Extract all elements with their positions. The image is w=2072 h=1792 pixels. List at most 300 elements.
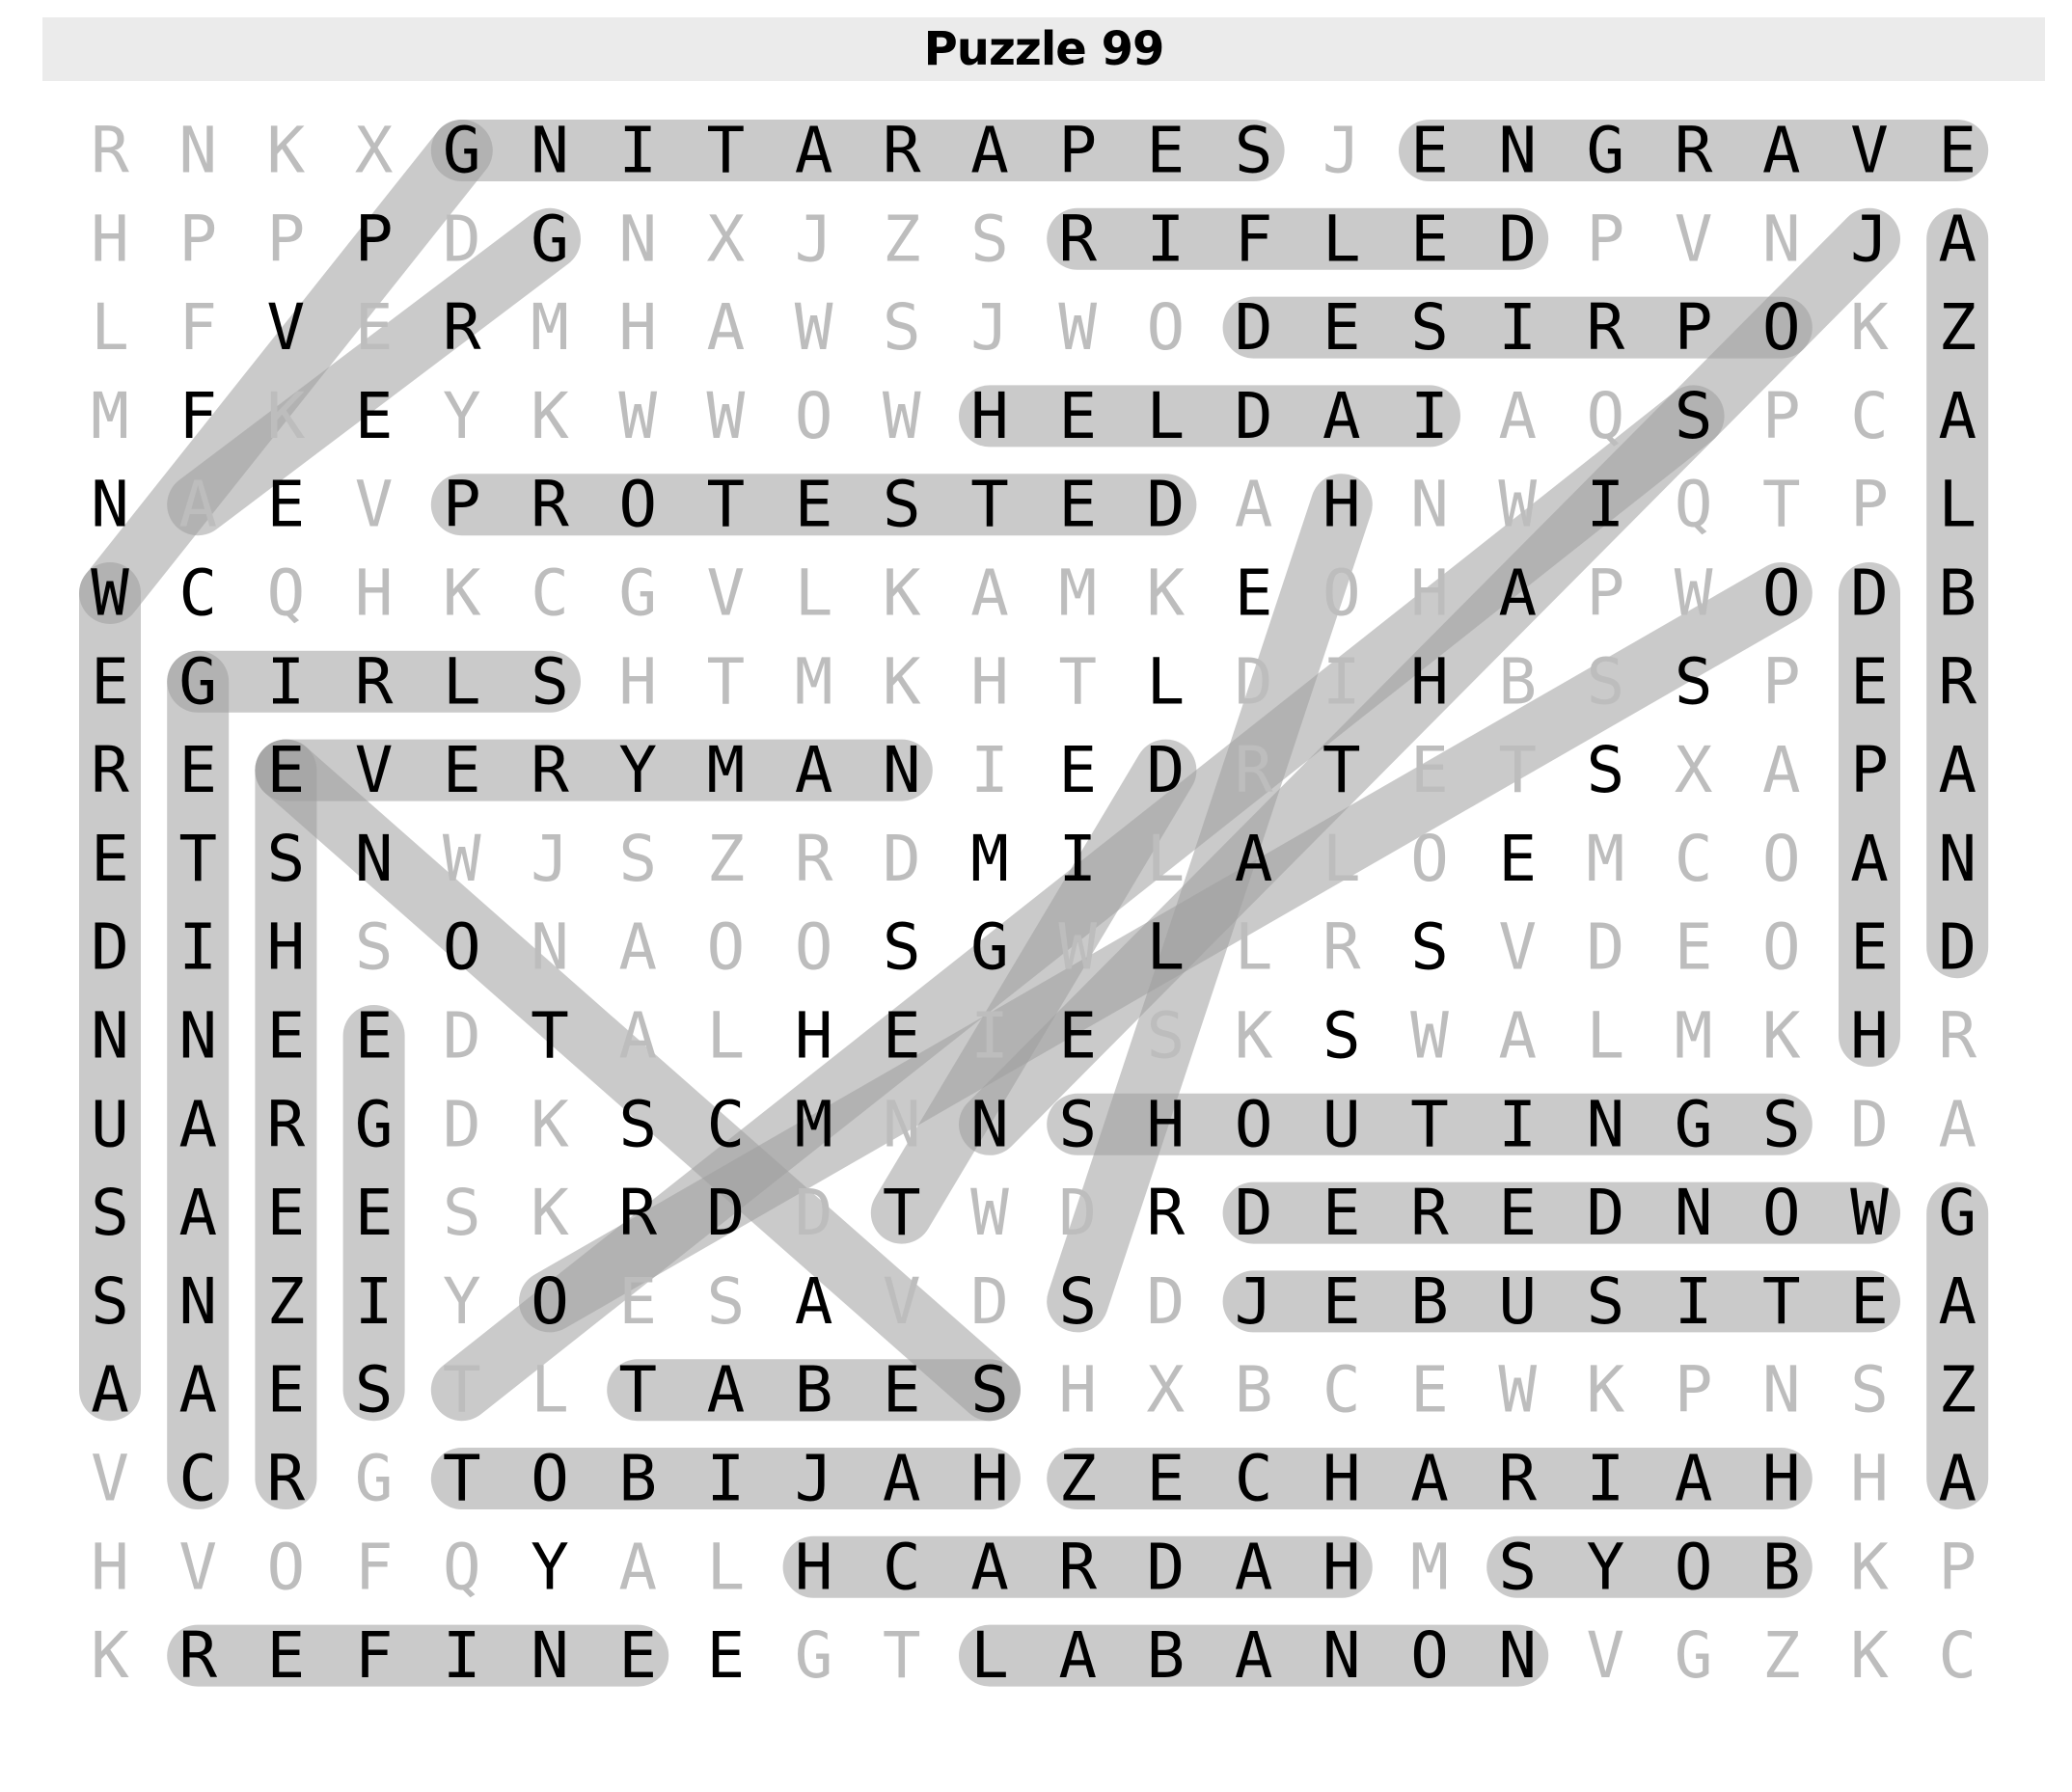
grid-cell[interactable]: A: [1850, 821, 1889, 896]
grid-cell[interactable]: L: [1322, 202, 1361, 277]
grid-cell[interactable]: S: [1586, 644, 1625, 720]
grid-cell[interactable]: K: [1850, 1530, 1889, 1605]
grid-cell[interactable]: A: [1498, 998, 1538, 1073]
grid-cell[interactable]: H: [1850, 998, 1889, 1073]
grid-cell[interactable]: H: [970, 1441, 1009, 1516]
grid-cell[interactable]: F: [354, 1618, 394, 1694]
grid-cell[interactable]: O: [618, 467, 658, 542]
grid-cell[interactable]: E: [1850, 644, 1889, 720]
grid-cell[interactable]: I: [970, 733, 1009, 808]
grid-cell[interactable]: T: [706, 113, 746, 188]
grid-cell[interactable]: A: [618, 1530, 658, 1605]
grid-cell[interactable]: D: [1586, 910, 1625, 985]
grid-cell[interactable]: O: [531, 1263, 569, 1339]
grid-cell[interactable]: T: [882, 1618, 921, 1694]
grid-cell[interactable]: I: [1674, 1263, 1713, 1339]
grid-cell[interactable]: E: [1410, 733, 1449, 808]
grid-cell[interactable]: S: [1674, 378, 1713, 453]
grid-cell[interactable]: R: [266, 1087, 306, 1162]
grid-cell[interactable]: E: [266, 1618, 306, 1694]
grid-cell[interactable]: S: [706, 1263, 746, 1339]
grid-cell[interactable]: E: [706, 1618, 746, 1694]
grid-cell[interactable]: T: [1058, 644, 1098, 720]
grid-cell[interactable]: D: [1850, 1087, 1889, 1162]
grid-cell[interactable]: N: [1498, 113, 1538, 188]
grid-cell[interactable]: N: [354, 821, 394, 896]
grid-cell[interactable]: R: [1058, 202, 1098, 277]
grid-cell[interactable]: A: [970, 1530, 1009, 1605]
grid-cell[interactable]: D: [1850, 556, 1889, 631]
grid-cell[interactable]: I: [1146, 202, 1186, 277]
grid-cell[interactable]: E: [1410, 202, 1449, 277]
grid-cell[interactable]: R: [1234, 733, 1273, 808]
grid-cell[interactable]: A: [794, 1263, 833, 1339]
grid-cell[interactable]: M: [794, 644, 833, 720]
grid-cell[interactable]: S: [882, 910, 921, 985]
grid-cell[interactable]: J: [1850, 202, 1889, 277]
grid-cell[interactable]: S: [1146, 998, 1186, 1073]
grid-cell[interactable]: C: [1322, 1352, 1361, 1427]
grid-cell[interactable]: A: [794, 113, 833, 188]
grid-cell[interactable]: O: [794, 910, 833, 985]
grid-cell[interactable]: R: [1322, 910, 1361, 985]
grid-cell[interactable]: S: [442, 1176, 481, 1251]
grid-cell[interactable]: E: [1058, 378, 1098, 453]
grid-cell[interactable]: R: [1938, 998, 1977, 1073]
grid-cell[interactable]: L: [706, 998, 746, 1073]
grid-cell[interactable]: T: [1322, 733, 1361, 808]
grid-cell[interactable]: A: [1058, 1618, 1098, 1694]
grid-cell[interactable]: K: [1850, 1618, 1889, 1694]
grid-cell[interactable]: S: [1761, 1087, 1801, 1162]
grid-cell[interactable]: R: [1674, 113, 1713, 188]
grid-cell[interactable]: T: [970, 467, 1009, 542]
grid-cell[interactable]: G: [354, 1087, 394, 1162]
grid-cell[interactable]: R: [91, 733, 129, 808]
grid-cell[interactable]: F: [354, 1530, 394, 1605]
grid-cell[interactable]: H: [1322, 1530, 1361, 1605]
grid-cell[interactable]: E: [266, 733, 306, 808]
grid-cell[interactable]: I: [266, 644, 306, 720]
grid-cell[interactable]: I: [1498, 1087, 1538, 1162]
grid-cell[interactable]: I: [178, 910, 218, 985]
grid-cell[interactable]: A: [178, 1352, 218, 1427]
grid-cell[interactable]: X: [706, 202, 746, 277]
grid-cell[interactable]: E: [1938, 113, 1977, 188]
grid-cell[interactable]: S: [970, 1352, 1009, 1427]
grid-cell[interactable]: R: [266, 1441, 306, 1516]
grid-cell[interactable]: M: [1410, 1530, 1449, 1605]
grid-cell[interactable]: C: [706, 1087, 746, 1162]
grid-cell[interactable]: N: [1498, 1618, 1538, 1694]
grid-cell[interactable]: A: [1761, 113, 1801, 188]
grid-cell[interactable]: S: [354, 910, 394, 985]
grid-cell[interactable]: E: [91, 821, 129, 896]
grid-cell[interactable]: V: [91, 1441, 129, 1516]
grid-cell[interactable]: L: [1146, 644, 1186, 720]
grid-cell[interactable]: O: [1410, 1618, 1449, 1694]
grid-cell[interactable]: P: [1058, 113, 1098, 188]
grid-cell[interactable]: H: [1761, 1441, 1801, 1516]
grid-cell[interactable]: V: [882, 1263, 921, 1339]
grid-cell[interactable]: E: [1146, 1441, 1186, 1516]
grid-cell[interactable]: O: [1234, 1087, 1273, 1162]
grid-cell[interactable]: S: [882, 290, 921, 366]
grid-cell[interactable]: B: [1761, 1530, 1801, 1605]
grid-cell[interactable]: R: [1146, 1176, 1186, 1251]
grid-cell[interactable]: G: [442, 113, 481, 188]
grid-cell[interactable]: K: [882, 644, 921, 720]
grid-cell[interactable]: A: [178, 467, 218, 542]
grid-cell[interactable]: T: [882, 1176, 921, 1251]
grid-cell[interactable]: N: [531, 1618, 569, 1694]
grid-cell[interactable]: C: [531, 556, 569, 631]
grid-cell[interactable]: O: [1761, 821, 1801, 896]
grid-cell[interactable]: G: [531, 202, 569, 277]
grid-cell[interactable]: D: [1234, 1176, 1273, 1251]
grid-cell[interactable]: Q: [442, 1530, 481, 1605]
grid-cell[interactable]: R: [1058, 1530, 1098, 1605]
grid-cell[interactable]: C: [1674, 821, 1713, 896]
grid-cell[interactable]: V: [706, 556, 746, 631]
grid-cell[interactable]: E: [1674, 910, 1713, 985]
grid-cell[interactable]: O: [706, 910, 746, 985]
grid-cell[interactable]: M: [531, 290, 569, 366]
grid-cell[interactable]: N: [1761, 1352, 1801, 1427]
grid-cell[interactable]: P: [1674, 1352, 1713, 1427]
grid-cell[interactable]: D: [794, 1176, 833, 1251]
grid-cell[interactable]: P: [1586, 202, 1625, 277]
grid-cell[interactable]: N: [1761, 202, 1801, 277]
grid-cell[interactable]: E: [1322, 290, 1361, 366]
grid-cell[interactable]: H: [1146, 1087, 1186, 1162]
grid-cell[interactable]: Z: [1761, 1618, 1801, 1694]
grid-cell[interactable]: T: [1410, 1087, 1449, 1162]
grid-cell[interactable]: E: [882, 998, 921, 1073]
grid-cell[interactable]: B: [1410, 1263, 1449, 1339]
grid-cell[interactable]: Z: [882, 202, 921, 277]
grid-cell[interactable]: P: [1586, 556, 1625, 631]
grid-cell[interactable]: S: [1322, 998, 1361, 1073]
grid-cell[interactable]: E: [354, 998, 394, 1073]
grid-cell[interactable]: I: [970, 998, 1009, 1073]
grid-cell[interactable]: R: [178, 1618, 218, 1694]
grid-cell[interactable]: N: [1938, 821, 1977, 896]
grid-cell[interactable]: J: [1234, 1263, 1273, 1339]
grid-cell[interactable]: S: [91, 1263, 129, 1339]
grid-cell[interactable]: D: [442, 202, 481, 277]
grid-cell[interactable]: S: [1850, 1352, 1889, 1427]
grid-cell[interactable]: T: [706, 644, 746, 720]
grid-cell[interactable]: T: [1498, 733, 1538, 808]
grid-cell[interactable]: I: [1498, 290, 1538, 366]
grid-cell[interactable]: B: [1498, 644, 1538, 720]
grid-cell[interactable]: B: [794, 1352, 833, 1427]
grid-cell[interactable]: G: [1586, 113, 1625, 188]
grid-cell[interactable]: A: [1498, 378, 1538, 453]
grid-cell[interactable]: I: [1586, 1441, 1625, 1516]
grid-cell[interactable]: A: [706, 1352, 746, 1427]
grid-cell[interactable]: N: [882, 1087, 921, 1162]
grid-cell[interactable]: V: [1498, 910, 1538, 985]
grid-cell[interactable]: W: [1058, 290, 1098, 366]
grid-cell[interactable]: W: [91, 556, 129, 631]
grid-cell[interactable]: D: [1146, 467, 1186, 542]
grid-cell[interactable]: L: [1586, 998, 1625, 1073]
grid-cell[interactable]: I: [442, 1618, 481, 1694]
grid-cell[interactable]: K: [266, 113, 306, 188]
grid-cell[interactable]: V: [354, 467, 394, 542]
grid-cell[interactable]: K: [531, 378, 569, 453]
grid-cell[interactable]: W: [618, 378, 658, 453]
grid-cell[interactable]: E: [618, 1618, 658, 1694]
grid-cell[interactable]: T: [706, 467, 746, 542]
grid-cell[interactable]: H: [794, 998, 833, 1073]
grid-cell[interactable]: H: [354, 556, 394, 631]
grid-cell[interactable]: D: [1234, 644, 1273, 720]
grid-cell[interactable]: U: [91, 1087, 129, 1162]
grid-cell[interactable]: H: [1850, 1441, 1889, 1516]
grid-cell[interactable]: L: [706, 1530, 746, 1605]
grid-cell[interactable]: R: [442, 290, 481, 366]
grid-cell[interactable]: S: [1234, 113, 1273, 188]
grid-cell[interactable]: H: [1058, 1352, 1098, 1427]
grid-cell[interactable]: A: [178, 1087, 218, 1162]
grid-cell[interactable]: E: [266, 998, 306, 1073]
grid-cell[interactable]: Q: [1586, 378, 1625, 453]
grid-cell[interactable]: D: [442, 1087, 481, 1162]
grid-cell[interactable]: K: [531, 1087, 569, 1162]
grid-cell[interactable]: S: [1410, 910, 1449, 985]
grid-cell[interactable]: G: [970, 910, 1009, 985]
grid-cell[interactable]: D: [442, 998, 481, 1073]
grid-cell[interactable]: M: [1674, 998, 1713, 1073]
grid-cell[interactable]: H: [970, 644, 1009, 720]
grid-cell[interactable]: V: [266, 290, 306, 366]
grid-cell[interactable]: P: [1674, 290, 1713, 366]
grid-cell[interactable]: J: [794, 1441, 833, 1516]
grid-cell[interactable]: R: [91, 113, 129, 188]
grid-cell[interactable]: E: [1850, 910, 1889, 985]
grid-cell[interactable]: A: [970, 113, 1009, 188]
grid-cell[interactable]: N: [1322, 1618, 1361, 1694]
grid-cell[interactable]: J: [1322, 113, 1361, 188]
grid-cell[interactable]: A: [618, 998, 658, 1073]
grid-cell[interactable]: D: [1146, 1530, 1186, 1605]
grid-cell[interactable]: O: [794, 378, 833, 453]
grid-cell[interactable]: A: [1410, 1441, 1449, 1516]
grid-cell[interactable]: H: [618, 644, 658, 720]
grid-cell[interactable]: E: [266, 467, 306, 542]
grid-cell[interactable]: G: [1674, 1618, 1713, 1694]
grid-cell[interactable]: E: [618, 1263, 658, 1339]
grid-cell[interactable]: E: [442, 733, 481, 808]
grid-cell[interactable]: T: [178, 821, 218, 896]
grid-cell[interactable]: G: [178, 644, 218, 720]
grid-cell[interactable]: X: [1674, 733, 1713, 808]
grid-cell[interactable]: Y: [1586, 1530, 1625, 1605]
grid-cell[interactable]: N: [178, 113, 218, 188]
grid-cell[interactable]: N: [1586, 1087, 1625, 1162]
grid-cell[interactable]: D: [970, 1263, 1009, 1339]
grid-cell[interactable]: Y: [442, 378, 481, 453]
grid-cell[interactable]: P: [1761, 378, 1801, 453]
grid-cell[interactable]: Z: [1938, 290, 1977, 366]
grid-cell[interactable]: N: [1674, 1176, 1713, 1251]
grid-cell[interactable]: F: [178, 290, 218, 366]
grid-cell[interactable]: H: [91, 202, 129, 277]
grid-cell[interactable]: L: [1234, 910, 1273, 985]
grid-cell[interactable]: A: [1938, 733, 1977, 808]
grid-cell[interactable]: E: [1058, 998, 1098, 1073]
grid-cell[interactable]: E: [794, 467, 833, 542]
grid-cell[interactable]: R: [531, 733, 569, 808]
grid-cell[interactable]: K: [266, 378, 306, 453]
grid-cell[interactable]: P: [1938, 1530, 1977, 1605]
grid-cell[interactable]: G: [794, 1618, 833, 1694]
grid-cell[interactable]: O: [1761, 910, 1801, 985]
grid-cell[interactable]: A: [1938, 1263, 1977, 1339]
grid-cell[interactable]: E: [354, 1176, 394, 1251]
grid-cell[interactable]: W: [1498, 1352, 1538, 1427]
grid-cell[interactable]: A: [1761, 733, 1801, 808]
grid-cell[interactable]: A: [1938, 378, 1977, 453]
grid-cell[interactable]: Z: [1058, 1441, 1098, 1516]
grid-cell[interactable]: N: [618, 202, 658, 277]
grid-cell[interactable]: A: [1938, 1441, 1977, 1516]
grid-cell[interactable]: S: [1586, 733, 1625, 808]
grid-cell[interactable]: E: [1498, 1176, 1538, 1251]
grid-cell[interactable]: O: [1410, 821, 1449, 896]
grid-cell[interactable]: P: [1850, 467, 1889, 542]
grid-cell[interactable]: L: [970, 1618, 1009, 1694]
grid-cell[interactable]: P: [1761, 644, 1801, 720]
grid-cell[interactable]: H: [618, 290, 658, 366]
grid-cell[interactable]: A: [1938, 202, 1977, 277]
grid-cell[interactable]: V: [178, 1530, 218, 1605]
grid-cell[interactable]: L: [1938, 467, 1977, 542]
grid-cell[interactable]: E: [1410, 1352, 1449, 1427]
grid-cell[interactable]: E: [1234, 556, 1273, 631]
grid-cell[interactable]: O: [1761, 290, 1801, 366]
grid-cell[interactable]: W: [1058, 910, 1098, 985]
grid-cell[interactable]: O: [1761, 556, 1801, 631]
grid-cell[interactable]: V: [1586, 1618, 1625, 1694]
grid-cell[interactable]: T: [531, 998, 569, 1073]
grid-cell[interactable]: M: [970, 821, 1009, 896]
grid-cell[interactable]: R: [1410, 1176, 1449, 1251]
grid-cell[interactable]: J: [970, 290, 1009, 366]
grid-cell[interactable]: E: [266, 1176, 306, 1251]
grid-cell[interactable]: O: [1322, 556, 1361, 631]
grid-cell[interactable]: H: [91, 1530, 129, 1605]
grid-cell[interactable]: R: [1938, 644, 1977, 720]
grid-cell[interactable]: K: [1586, 1352, 1625, 1427]
grid-cell[interactable]: H: [1322, 467, 1361, 542]
grid-cell[interactable]: E: [1410, 113, 1449, 188]
grid-cell[interactable]: E: [1322, 1176, 1361, 1251]
grid-cell[interactable]: D: [1586, 1176, 1625, 1251]
grid-cell[interactable]: Y: [618, 733, 658, 808]
grid-cell[interactable]: T: [1761, 1263, 1801, 1339]
grid-cell[interactable]: Z: [266, 1263, 306, 1339]
grid-cell[interactable]: H: [1410, 644, 1449, 720]
grid-cell[interactable]: E: [266, 1352, 306, 1427]
grid-cell[interactable]: T: [618, 1352, 658, 1427]
grid-cell[interactable]: R: [618, 1176, 658, 1251]
grid-cell[interactable]: S: [354, 1352, 394, 1427]
grid-cell[interactable]: K: [531, 1176, 569, 1251]
grid-cell[interactable]: J: [531, 821, 569, 896]
grid-cell[interactable]: F: [1234, 202, 1273, 277]
grid-cell[interactable]: O: [442, 910, 481, 985]
grid-cell[interactable]: W: [794, 290, 833, 366]
grid-cell[interactable]: K: [1234, 998, 1273, 1073]
grid-cell[interactable]: D: [1146, 1263, 1186, 1339]
grid-cell[interactable]: W: [1498, 467, 1538, 542]
grid-cell[interactable]: N: [91, 998, 129, 1073]
grid-cell[interactable]: B: [1234, 1352, 1273, 1427]
grid-cell[interactable]: R: [882, 113, 921, 188]
grid-cell[interactable]: A: [970, 556, 1009, 631]
grid-cell[interactable]: M: [706, 733, 746, 808]
grid-cell[interactable]: I: [1410, 378, 1449, 453]
grid-cell[interactable]: H: [266, 910, 306, 985]
grid-cell[interactable]: K: [91, 1618, 129, 1694]
grid-cell[interactable]: A: [1234, 1530, 1273, 1605]
grid-cell[interactable]: G: [618, 556, 658, 631]
grid-cell[interactable]: A: [618, 910, 658, 985]
grid-cell[interactable]: P: [354, 202, 394, 277]
grid-cell[interactable]: A: [178, 1176, 218, 1251]
grid-cell[interactable]: I: [1322, 644, 1361, 720]
grid-cell[interactable]: A: [1234, 467, 1273, 542]
grid-cell[interactable]: S: [970, 202, 1009, 277]
grid-cell[interactable]: W: [1850, 1176, 1889, 1251]
grid-cell[interactable]: D: [706, 1176, 746, 1251]
grid-cell[interactable]: M: [1586, 821, 1625, 896]
grid-cell[interactable]: H: [1410, 556, 1449, 631]
grid-cell[interactable]: J: [794, 202, 833, 277]
grid-cell[interactable]: Y: [442, 1263, 481, 1339]
grid-cell[interactable]: H: [970, 378, 1009, 453]
grid-cell[interactable]: M: [91, 378, 129, 453]
grid-cell[interactable]: E: [882, 1352, 921, 1427]
grid-cell[interactable]: C: [1938, 1618, 1977, 1694]
grid-cell[interactable]: I: [1586, 467, 1625, 542]
grid-cell[interactable]: K: [1850, 290, 1889, 366]
grid-cell[interactable]: S: [531, 644, 569, 720]
grid-cell[interactable]: A: [794, 733, 833, 808]
grid-cell[interactable]: M: [794, 1087, 833, 1162]
grid-cell[interactable]: N: [178, 1263, 218, 1339]
grid-cell[interactable]: E: [354, 378, 394, 453]
grid-cell[interactable]: C: [882, 1530, 921, 1605]
grid-cell[interactable]: S: [618, 821, 658, 896]
grid-cell[interactable]: D: [882, 821, 921, 896]
grid-cell[interactable]: O: [1674, 1530, 1713, 1605]
grid-cell[interactable]: M: [1058, 556, 1098, 631]
grid-cell[interactable]: D: [1938, 910, 1977, 985]
grid-cell[interactable]: S: [266, 821, 306, 896]
grid-cell[interactable]: E: [1322, 1263, 1361, 1339]
grid-cell[interactable]: N: [531, 910, 569, 985]
grid-cell[interactable]: L: [794, 556, 833, 631]
grid-cell[interactable]: I: [354, 1263, 394, 1339]
grid-cell[interactable]: A: [91, 1352, 129, 1427]
grid-cell[interactable]: S: [618, 1087, 658, 1162]
grid-cell[interactable]: B: [1938, 556, 1977, 631]
